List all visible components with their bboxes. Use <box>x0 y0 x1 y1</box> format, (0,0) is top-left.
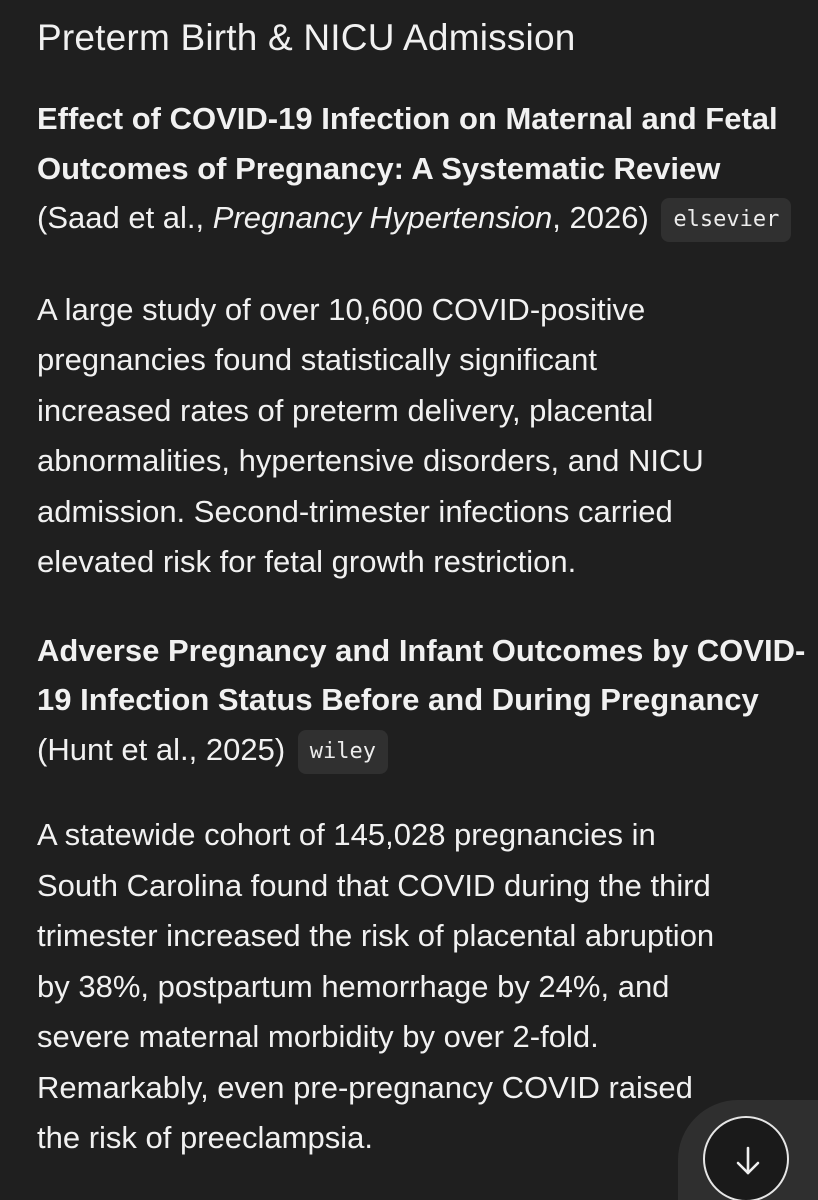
summary-line: the risk of preeclampsia. <box>37 1120 373 1155</box>
scroll-to-bottom-button[interactable] <box>703 1116 789 1200</box>
citation-authors: (Saad et al., <box>37 200 213 235</box>
citation-year: , 2026) <box>552 200 649 235</box>
summary-line: South Carolina found that COVID during the third <box>37 867 711 903</box>
summary-line: pregnancies found statistically significant <box>37 342 598 377</box>
reference-1 <box>37 94 807 243</box>
summary-line: Remarkably, even pre-pregnancy COVID raised <box>37 1069 693 1105</box>
reference-2-summary <box>37 810 818 1164</box>
reference-citation <box>37 200 649 235</box>
reference-citation: (Hunt et al., 2025) <box>37 731 286 767</box>
reference-title: Adverse Pregnancy and Infant Outcomes by COVID-19 Infection Status Before and During Pregnancy <box>37 632 806 717</box>
source-tag-elsevier[interactable]: elsevier <box>661 198 791 242</box>
summary-line: severe maternal morbidity by over 2-fold. <box>37 1019 599 1054</box>
summary-line: A statewide cohort of 145,028 pregnancies in <box>37 817 656 852</box>
arrow-down-icon <box>732 1145 764 1177</box>
citation-journal: Pregnancy Hypertension <box>212 200 553 235</box>
summary-line: trimester increased the risk of placental abruption <box>37 918 715 953</box>
summary-line: by 38%, postpartum hemorrhage by 24%, and <box>37 968 670 1004</box>
summary-line: admission. Second-trimester infections carried <box>37 493 673 529</box>
summary-line: abnormalities, hypertensive disorders, and NICU <box>37 443 704 478</box>
reference-1-summary <box>37 285 818 588</box>
source-tag-wiley[interactable]: wiley <box>298 730 388 774</box>
reference-title: Effect of COVID-19 Infection on Maternal and Fetal Outcomes of Pregnancy: A Systematic Review <box>37 101 778 186</box>
summary-line: increased rates of preterm delivery, placental <box>37 392 654 428</box>
reference-2 <box>37 626 807 775</box>
summary-line: A large study of over 10,600 COVID-positive <box>37 291 646 327</box>
summary-line: elevated risk for fetal growth restriction. <box>37 544 577 579</box>
response-content <box>37 12 818 1164</box>
section-heading: Preterm Birth & NICU Admission <box>37 17 576 58</box>
